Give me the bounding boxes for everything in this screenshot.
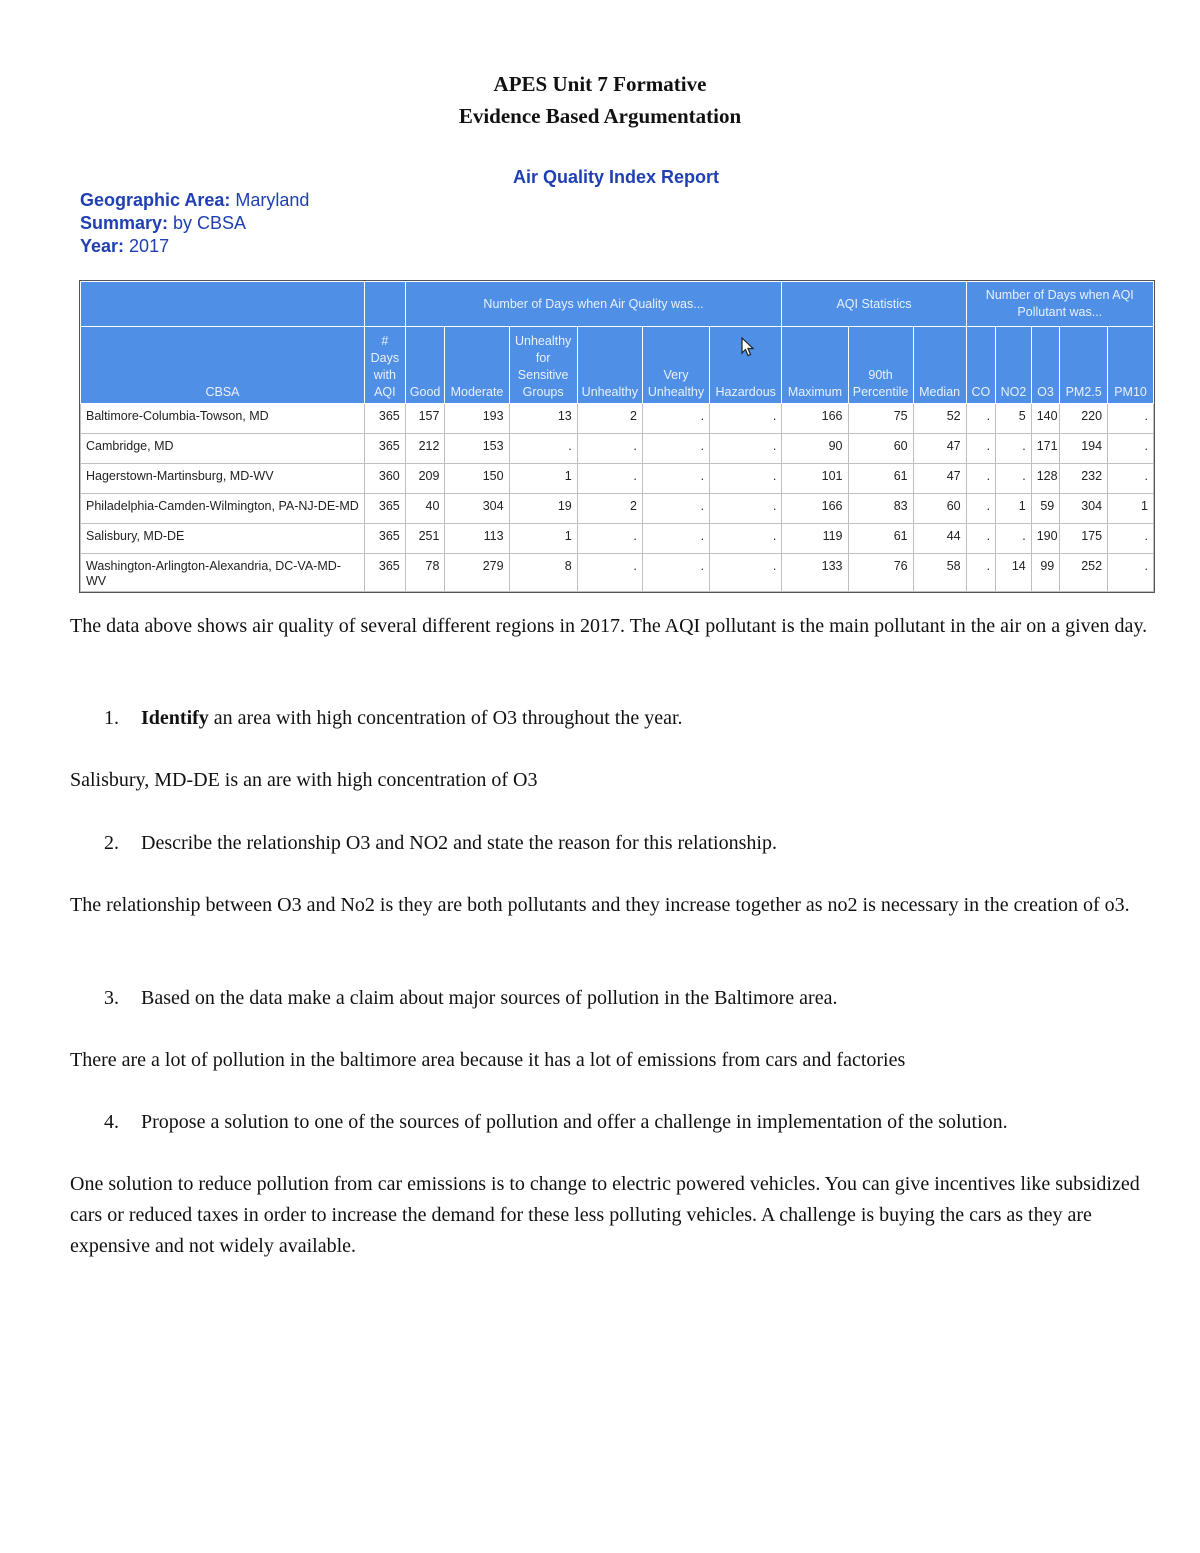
value-cell: 150 xyxy=(445,464,509,494)
year-label: Year: xyxy=(80,236,125,256)
value-cell: . xyxy=(642,434,709,464)
value-cell: 78 xyxy=(405,554,445,592)
value-cell: 153 xyxy=(445,434,509,464)
value-cell: 61 xyxy=(848,524,913,554)
value-cell: 83 xyxy=(848,494,913,524)
value-cell: 2 xyxy=(577,404,642,434)
col-cbsa: CBSA xyxy=(81,327,365,404)
value-cell: 166 xyxy=(782,494,848,524)
value-cell: 232 xyxy=(1060,464,1108,494)
col-moderate: Moderate xyxy=(445,327,509,404)
value-cell: 365 xyxy=(365,554,406,592)
value-cell: 75 xyxy=(848,404,913,434)
value-cell: 52 xyxy=(913,404,966,434)
year xyxy=(80,236,169,257)
cbsa-cell: Salisbury, MD-DE xyxy=(81,524,365,554)
value-cell: 40 xyxy=(405,494,445,524)
value-cell: 60 xyxy=(848,434,913,464)
value-cell: . xyxy=(577,464,642,494)
value-cell: 101 xyxy=(782,464,848,494)
col-no2: NO2 xyxy=(996,327,1032,404)
question-4-number: 4. xyxy=(104,1111,119,1133)
value-cell: 44 xyxy=(913,524,966,554)
value-cell: 220 xyxy=(1060,404,1108,434)
value-cell: . xyxy=(1108,434,1154,464)
value-cell: . xyxy=(577,524,642,554)
value-cell: 194 xyxy=(1060,434,1108,464)
value-cell: 1 xyxy=(1108,494,1154,524)
value-cell: 58 xyxy=(913,554,966,592)
col-days-with-aqi: # Days with AQI xyxy=(365,327,406,404)
col-o3: O3 xyxy=(1031,327,1060,404)
value-cell: 360 xyxy=(365,464,406,494)
value-cell: 279 xyxy=(445,554,509,592)
table-row xyxy=(81,554,1154,592)
value-cell: 193 xyxy=(445,404,509,434)
table-row xyxy=(81,464,1154,494)
geographic-area xyxy=(80,190,309,211)
value-cell: 212 xyxy=(405,434,445,464)
mouse-cursor-icon xyxy=(741,337,755,357)
value-cell: . xyxy=(1108,524,1154,554)
question-3-text: Based on the data make a claim about major sources of pollution in the Baltimore area. xyxy=(141,987,838,1009)
value-cell: . xyxy=(1108,554,1154,592)
value-cell: . xyxy=(642,494,709,524)
value-cell: 128 xyxy=(1031,464,1060,494)
value-cell: 13 xyxy=(509,404,577,434)
value-cell: . xyxy=(1108,404,1154,434)
value-cell: . xyxy=(996,434,1032,464)
value-cell: 2 xyxy=(577,494,642,524)
value-cell: 59 xyxy=(1031,494,1060,524)
table-row xyxy=(81,524,1154,554)
answer-2: The relationship between O3 and No2 is they are both pollutants and they increase together as no2 is necessary in the creation of o3. xyxy=(70,894,1130,916)
col-unhealthy: Unhealthy xyxy=(577,327,642,404)
year-value: 2017 xyxy=(124,236,170,256)
table-row xyxy=(81,404,1154,434)
value-cell: 304 xyxy=(445,494,509,524)
col-very-unhealthy: Very Unhealthy xyxy=(642,327,709,404)
value-cell: 99 xyxy=(1031,554,1060,592)
value-cell: 14 xyxy=(996,554,1032,592)
value-cell: 61 xyxy=(848,464,913,494)
summary xyxy=(80,213,246,234)
value-cell: . xyxy=(710,494,782,524)
value-cell: 304 xyxy=(1060,494,1108,524)
value-cell: . xyxy=(996,524,1032,554)
question-2-number: 2. xyxy=(104,832,119,854)
value-cell: 365 xyxy=(365,494,406,524)
table-row xyxy=(81,434,1154,464)
value-cell: 190 xyxy=(1031,524,1060,554)
group-header-days-quality: Number of Days when Air Quality was... xyxy=(405,282,782,327)
value-cell: . xyxy=(577,554,642,592)
col-hazardous: Hazardous xyxy=(710,327,782,404)
cbsa-cell: Baltimore-Columbia-Towson, MD xyxy=(81,404,365,434)
value-cell: . xyxy=(710,404,782,434)
aqi-table-body xyxy=(81,404,1154,592)
question-1-text: an area with high concentration of O3 throughout the year. xyxy=(208,707,683,729)
value-cell: 1 xyxy=(509,524,577,554)
value-cell: 209 xyxy=(405,464,445,494)
answer-4: One solution to reduce pollution from car emissions is to change to electric powered vehicles. You can give incentives like subsidized cars or reduced taxes in order to increase the demand for these less polluting vehicles. A challenge is buying the cars as they are expensive and not widely available. xyxy=(70,1173,1140,1257)
value-cell: . xyxy=(710,524,782,554)
aqi-table xyxy=(80,281,1154,592)
col-median: Median xyxy=(913,327,966,404)
value-cell: . xyxy=(996,464,1032,494)
question-2-text: Describe the relationship O3 and NO2 and state the reason for this relationship. xyxy=(141,832,777,854)
value-cell: 365 xyxy=(365,524,406,554)
value-cell: . xyxy=(710,464,782,494)
value-cell: . xyxy=(577,434,642,464)
document-subtitle: Evidence Based Argumentation xyxy=(458,104,742,128)
document-title: APES Unit 7 Formative xyxy=(493,72,707,96)
col-pm25: PM2.5 xyxy=(1060,327,1108,404)
value-cell: 90 xyxy=(782,434,848,464)
col-usg: Unhealthy for Sensitive Groups xyxy=(509,327,577,404)
value-cell: . xyxy=(509,434,577,464)
value-cell: 76 xyxy=(848,554,913,592)
value-cell: . xyxy=(710,434,782,464)
col-co: CO xyxy=(966,327,996,404)
value-cell: 251 xyxy=(405,524,445,554)
col-maximum: Maximum xyxy=(782,327,848,404)
cbsa-cell: Washington-Arlington-Alexandria, DC-VA-MD-WV xyxy=(81,554,365,592)
col-pm10: PM10 xyxy=(1108,327,1154,404)
value-cell: 113 xyxy=(445,524,509,554)
value-cell: . xyxy=(966,494,996,524)
col-good: Good xyxy=(405,327,445,404)
question-1-keyword: Identify xyxy=(141,707,209,729)
summary-value: by CBSA xyxy=(168,213,247,233)
value-cell: . xyxy=(966,524,996,554)
answer-3: There are a lot of pollution in the baltimore area because it has a lot of emissions from cars and factories xyxy=(70,1049,906,1071)
value-cell: 47 xyxy=(913,434,966,464)
value-cell: . xyxy=(966,434,996,464)
cbsa-cell: Cambridge, MD xyxy=(81,434,365,464)
col-90th-percentile: 90th Percentile xyxy=(848,327,913,404)
header-blank xyxy=(81,282,365,327)
question-3-number: 3. xyxy=(104,987,119,1009)
value-cell: . xyxy=(1108,464,1154,494)
report-title: Air Quality Index Report xyxy=(512,167,720,187)
value-cell: . xyxy=(642,524,709,554)
geographic-area-value: Maryland xyxy=(230,190,310,210)
intro-paragraph: The data above shows air quality of several different regions in 2017. The AQI pollutant is the main pollutant in the air on a given day. xyxy=(70,615,1148,637)
group-header-aqi-stats: AQI Statistics xyxy=(782,282,966,327)
value-cell: 60 xyxy=(913,494,966,524)
value-cell: 365 xyxy=(365,404,406,434)
value-cell: 252 xyxy=(1060,554,1108,592)
value-cell: 365 xyxy=(365,434,406,464)
question-1-number: 1. xyxy=(104,707,119,729)
value-cell: 119 xyxy=(782,524,848,554)
value-cell: 1 xyxy=(509,464,577,494)
answer-1: Salisbury, MD-DE is an are with high concentration of O3 xyxy=(70,769,538,791)
cbsa-cell: Philadelphia-Camden-Wilmington, PA-NJ-DE-MD xyxy=(81,494,365,524)
value-cell: . xyxy=(642,404,709,434)
cbsa-cell: Hagerstown-Martinsburg, MD-WV xyxy=(81,464,365,494)
value-cell: 166 xyxy=(782,404,848,434)
value-cell: 47 xyxy=(913,464,966,494)
value-cell: 171 xyxy=(1031,434,1060,464)
value-cell: . xyxy=(966,554,996,592)
header-blank-2 xyxy=(365,282,406,327)
value-cell: 133 xyxy=(782,554,848,592)
value-cell: . xyxy=(966,404,996,434)
value-cell: . xyxy=(642,464,709,494)
value-cell: 8 xyxy=(509,554,577,592)
value-cell: 140 xyxy=(1031,404,1060,434)
summary-label: Summary: xyxy=(80,213,169,233)
value-cell: 1 xyxy=(996,494,1032,524)
value-cell: 5 xyxy=(996,404,1032,434)
geographic-area-label: Geographic Area: xyxy=(80,190,231,210)
value-cell: 157 xyxy=(405,404,445,434)
value-cell: . xyxy=(710,554,782,592)
value-cell: 175 xyxy=(1060,524,1108,554)
table-row xyxy=(81,494,1154,524)
value-cell: . xyxy=(966,464,996,494)
value-cell: . xyxy=(642,554,709,592)
group-header-pollutant: Number of Days when AQI Pollutant was... xyxy=(966,282,1153,327)
value-cell: 19 xyxy=(509,494,577,524)
question-4-text: Propose a solution to one of the sources of pollution and offer a challenge in implementation of the solution. xyxy=(141,1111,1008,1133)
